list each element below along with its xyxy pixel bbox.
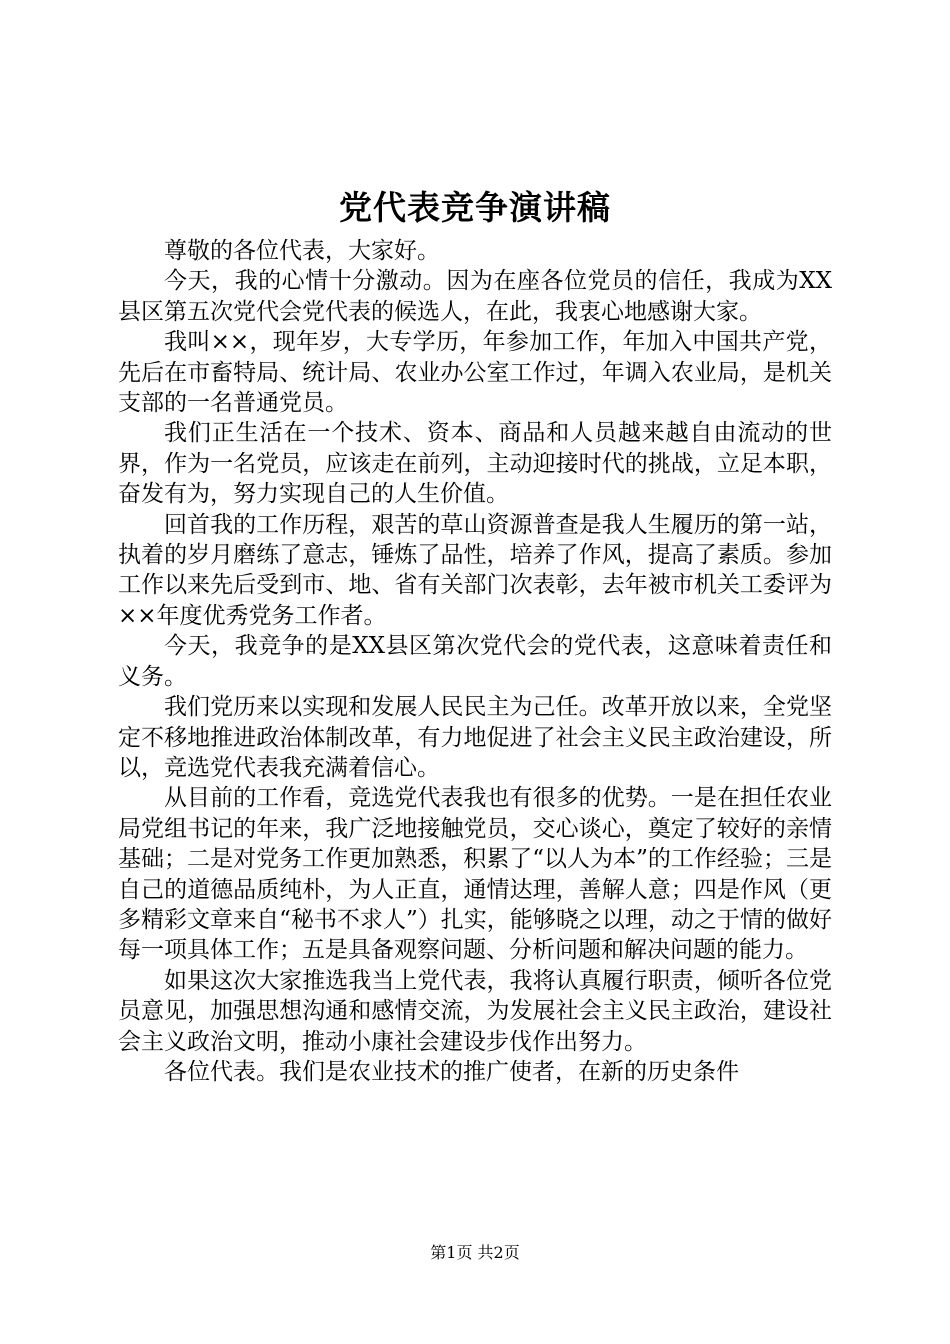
paragraph: 我们党历来以实现和发展人民民主为己任。改革开放以来，全党坚定不移地推进政治体制改革，有力地促进了社会主义民主政治建设，所以，竞选党代表我充满着信心。 [118, 694, 832, 781]
paragraph: 今天，我竞争的是XX县区第次党代会的党代表，这意味着责任和义务。 [118, 633, 832, 690]
paragraph: 各位代表。我们是农业技术的推广使者，在新的历史条件 [164, 1058, 739, 1085]
page-number-footer: 第1页 共2页 [430, 1243, 520, 1262]
paragraph: 我叫××，现年岁，大专学历，年参加工作，年加入中国共产党，先后在市畜特局、统计局、农业办公室工作过，年调入农业局，是机关支部的一名普通党员。 [118, 329, 832, 417]
paragraph: 如果这次大家推选我当上党代表，我将认真履行职责，倾听各位党员意见，加强思想沟通和感情交流，为发展社会主义民主政治，建设社会主义政治文明，推动小康社会建设步伐作出努力。 [118, 967, 832, 1055]
paragraph: 尊敬的各位代表，大家好。 [164, 238, 440, 264]
paragraph: 从目前的工作看，竞选党代表我也有很多的优势。一是在担任农业局党组书记的年来，我广泛地接触党员，交心谈心，奠定了较好的亲情基础；二是对党务工作更加熟悉，积累了“以人为本”的工作经验；三是自己的道德品质纯朴，为人正直，通情达理，善解人意；四是作风（更多精彩文章来自“秘书不求人”）扎实，能够晓之以理，动之于情的做好每一项具体工作；五是具备观察问题、分析问题和解决问题的能力。 [118, 785, 832, 964]
document-title: 党代表竞争演讲稿 [339, 188, 611, 227]
paragraph: 我们正生活在一个技术、资本、商品和人员越来越自由流动的世界，作为一名党员，应该走在前列，主动迎接时代的挑战，立足本职，奋发有为，努力实现自己的人生价值。 [118, 420, 832, 508]
paragraph: 回首我的工作历程，艰苦的草山资源普查是我人生履历的第一站，执着的岁月磨练了意志，锤炼了品性，培养了作风，提高了素质。参加工作以来先后受到市、地、省有关部门次表彰，去年被市机关工委评为××年度优秀党务工作者。 [118, 511, 832, 629]
document-body [118, 236, 832, 1087]
paragraph: 今天，我的心情十分激动。因为在座各位党员的信任，我成为XX县区第五次党代会党代表的候选人，在此，我衷心地感谢大家。 [118, 268, 832, 325]
